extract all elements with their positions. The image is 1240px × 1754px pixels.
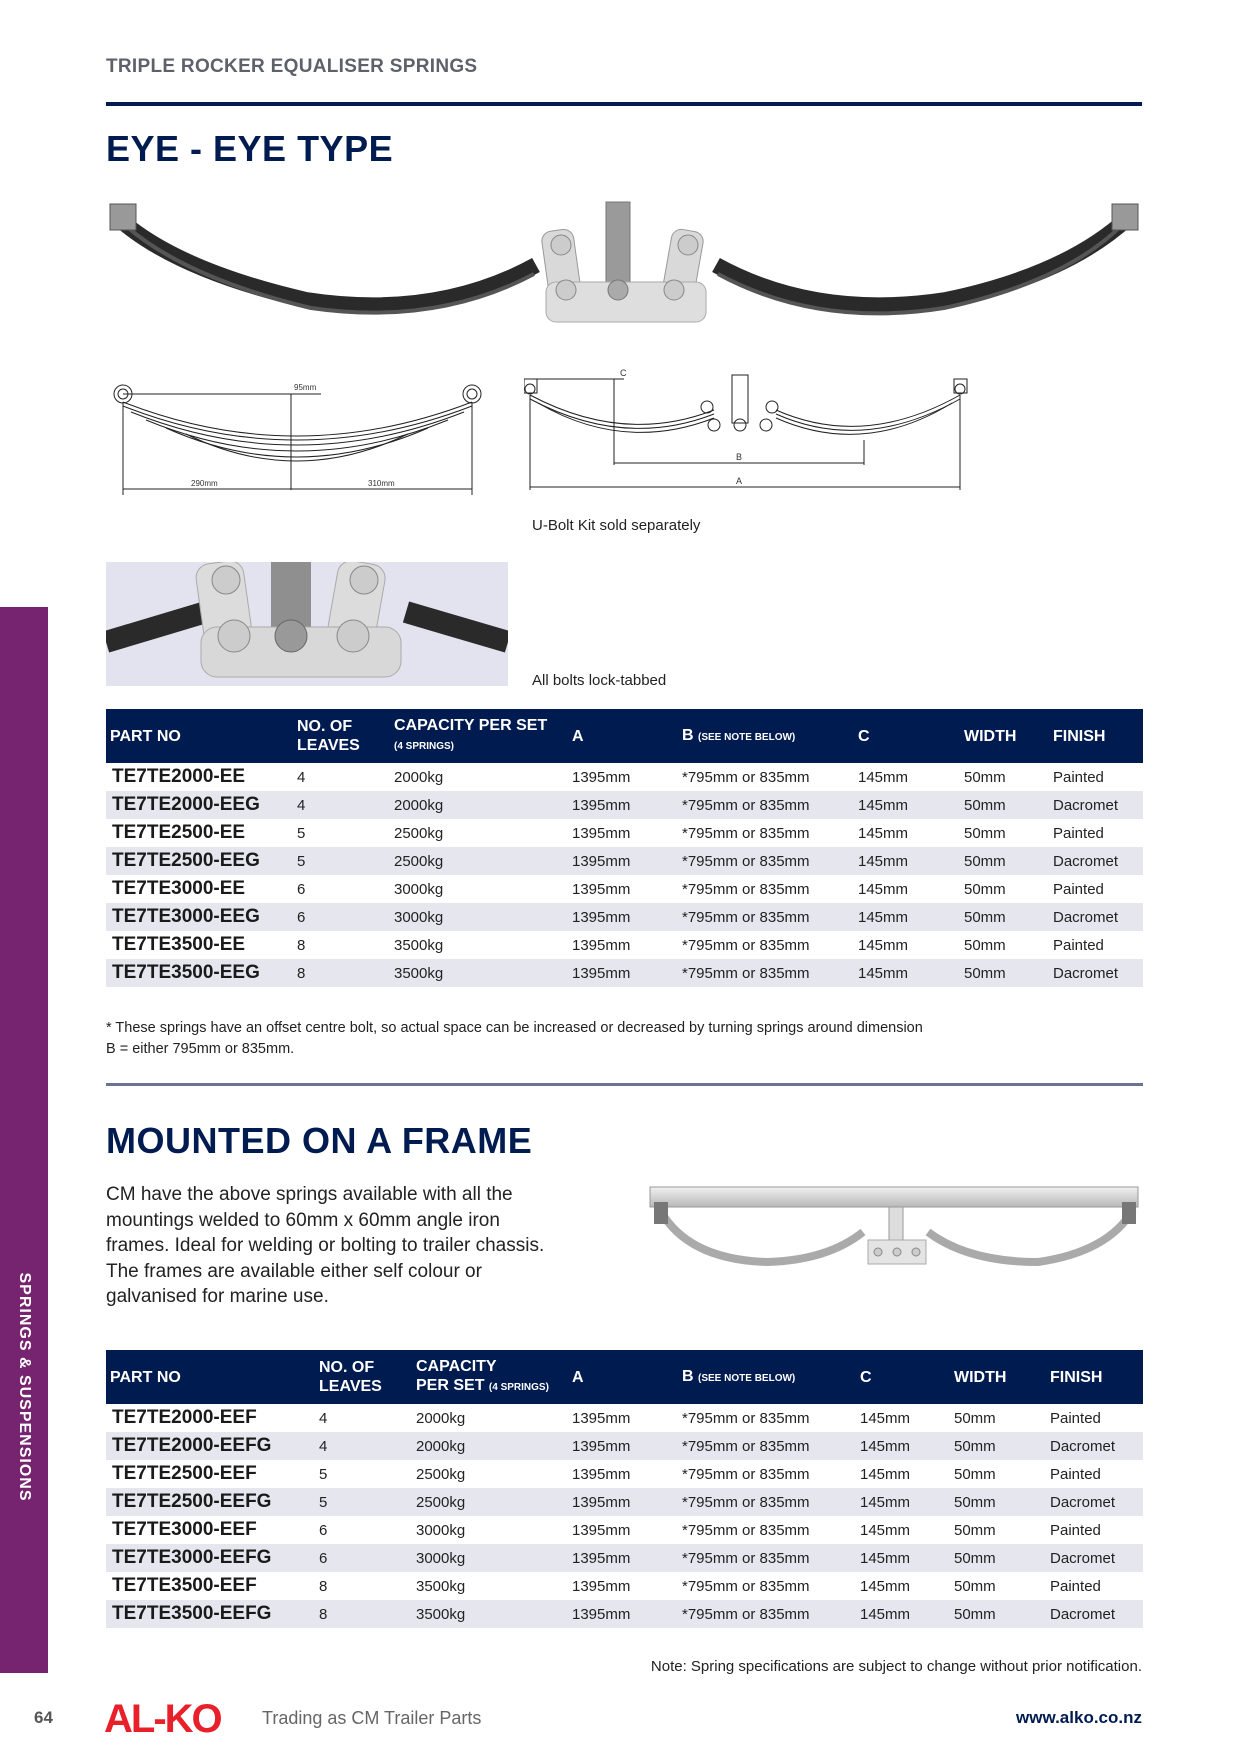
- cell-finish: Dacromet: [1046, 1544, 1143, 1572]
- cell-c: 145mm: [856, 1544, 950, 1572]
- cell-b: *795mm or 835mm: [682, 824, 810, 842]
- col-part-no: PART NO: [106, 709, 293, 763]
- cell-capacity: 3000kg: [390, 903, 568, 931]
- cell-b: *795mm or 835mm: [682, 768, 810, 786]
- cell-a: 1395mm: [572, 880, 631, 898]
- cell-width: 50mm: [960, 903, 1049, 931]
- col-width: WIDTH: [950, 1350, 1046, 1404]
- cell-width: 50mm: [964, 880, 1006, 898]
- col-b: B (SEE NOTE BELOW): [678, 1350, 856, 1404]
- spec-table-frame: [106, 1350, 1143, 1628]
- cell-width: 50mm: [964, 936, 1006, 954]
- cell-width: 50mm: [954, 1577, 996, 1595]
- cell-a: 1395mm: [568, 1488, 678, 1516]
- cell-c: 145mm: [856, 1600, 950, 1628]
- side-tab-label: SPRINGS & SUSPENSIONS: [16, 1272, 33, 1502]
- cell-c: 145mm: [858, 936, 909, 954]
- cell-finish: Dacromet: [1049, 959, 1143, 987]
- dim-right: 310mm: [368, 479, 395, 488]
- table-row: [106, 903, 1143, 931]
- cell-capacity: 2500kg: [416, 1465, 466, 1483]
- col-finish: FINISH: [1046, 1350, 1143, 1404]
- note-line-2: B = either 795mm or 835mm.: [106, 1041, 295, 1057]
- col-leaves: NO. OF LEAVES: [293, 709, 390, 763]
- cell-leaves: 4: [315, 1432, 412, 1460]
- cell-capacity: 3000kg: [394, 880, 444, 898]
- cell-finish: Dacromet: [1046, 1600, 1143, 1628]
- cell-finish: Painted: [1053, 936, 1104, 954]
- single-spring-drawing: [106, 370, 496, 495]
- page-number: 64: [34, 1708, 53, 1727]
- cell-part: TE7TE3000-EE: [112, 878, 246, 899]
- cell-a: 1395mm: [572, 1465, 631, 1483]
- table-row: [106, 1544, 1143, 1572]
- cell-leaves: 4: [319, 1409, 328, 1427]
- cell-capacity: 2500kg: [394, 824, 444, 842]
- cell-width: 50mm: [964, 768, 1006, 786]
- cell-finish: Dacromet: [1049, 903, 1143, 931]
- cell-finish: Dacromet: [1049, 847, 1143, 875]
- cell-c: 145mm: [860, 1409, 911, 1427]
- cell-b: *795mm or 835mm: [682, 1521, 810, 1539]
- cell-a: 1395mm: [572, 1577, 631, 1595]
- cell-b: *795mm or 835mm: [682, 1577, 810, 1595]
- cell-b: *795mm or 835mm: [678, 1544, 856, 1572]
- spec-change-note: Note: Spring specifications are subject to change without prior notification.: [650, 1658, 1142, 1675]
- cell-a: 1395mm: [568, 1600, 678, 1628]
- cell-finish: Dacromet: [1049, 791, 1143, 819]
- table-row: [106, 819, 1143, 847]
- page-kicker: TRIPLE ROCKER EQUALISER SPRINGS: [106, 56, 478, 77]
- table-row: [106, 959, 1143, 987]
- table-row: [106, 763, 1143, 791]
- cell-a: 1395mm: [568, 1432, 678, 1460]
- col-leaves: NO. OF LEAVES: [315, 1350, 412, 1404]
- spring-assembly-photo: [106, 190, 1146, 340]
- website-link[interactable]: www.alko.co.nz: [1016, 1708, 1142, 1727]
- header-rule: [106, 102, 1142, 106]
- cell-b: *795mm or 835mm: [682, 880, 810, 898]
- cell-b: *795mm or 835mm: [682, 1409, 810, 1427]
- cell-b: *795mm or 835mm: [678, 1432, 856, 1460]
- cell-b: *795mm or 835mm: [678, 959, 854, 987]
- cell-a: 1395mm: [572, 1409, 631, 1427]
- cell-c: 145mm: [860, 1577, 911, 1595]
- bolts-closeup-photo: [106, 562, 508, 686]
- cell-part: TE7TE2500-EEF: [112, 1463, 257, 1484]
- table-header-row: [106, 709, 1143, 763]
- table-row: [106, 1460, 1143, 1488]
- cell-b: *795mm or 835mm: [678, 791, 854, 819]
- dim-label-c: C: [620, 368, 627, 378]
- cell-leaves: 8: [315, 1600, 412, 1628]
- cell-b: *795mm or 835mm: [678, 1600, 856, 1628]
- dim-height: 95mm: [294, 383, 317, 392]
- cell-capacity: 2000kg: [394, 768, 444, 786]
- cell-capacity: 2500kg: [390, 847, 568, 875]
- table-header-row: [106, 1350, 1143, 1404]
- cell-finish: Painted: [1050, 1577, 1101, 1595]
- cell-finish: Painted: [1050, 1465, 1101, 1483]
- cell-b: *795mm or 835mm: [678, 847, 854, 875]
- cell-part: TE7TE3500-EEG: [106, 959, 293, 987]
- col-c: C: [856, 1350, 950, 1404]
- caption-ubolt: U-Bolt Kit sold separately: [532, 517, 701, 534]
- cell-width: 50mm: [950, 1432, 1046, 1460]
- cell-c: 145mm: [858, 824, 909, 842]
- cell-c: 145mm: [854, 959, 960, 987]
- cell-finish: Painted: [1053, 880, 1104, 898]
- table-row: [106, 1600, 1143, 1628]
- cell-c: 145mm: [858, 880, 909, 898]
- cell-capacity: 2000kg: [412, 1432, 568, 1460]
- cell-leaves: 5: [297, 824, 306, 842]
- cell-a: 1395mm: [568, 959, 678, 987]
- section-title-eye-eye: EYE - EYE TYPE: [106, 128, 394, 169]
- cell-leaves: 8: [319, 1577, 328, 1595]
- dim-label-b: B: [736, 452, 743, 462]
- cell-a: 1395mm: [572, 1521, 631, 1539]
- cell-a: 1395mm: [568, 847, 678, 875]
- cell-leaves: 8: [297, 936, 306, 954]
- cell-leaves: 8: [293, 959, 390, 987]
- cell-capacity: 3500kg: [394, 936, 444, 954]
- offset-bolt-note: [106, 1018, 1106, 1060]
- cell-leaves: 6: [315, 1544, 412, 1572]
- cell-capacity: 2500kg: [412, 1488, 568, 1516]
- cell-width: 50mm: [960, 847, 1049, 875]
- col-a: A: [568, 709, 678, 763]
- table-row: [106, 1404, 1143, 1432]
- cell-c: 145mm: [860, 1521, 911, 1539]
- cell-width: 50mm: [964, 824, 1006, 842]
- col-finish: FINISH: [1049, 709, 1143, 763]
- cell-finish: Painted: [1053, 768, 1104, 786]
- cell-width: 50mm: [954, 1521, 996, 1539]
- cell-capacity: 3000kg: [412, 1544, 568, 1572]
- cell-a: 1395mm: [572, 936, 631, 954]
- cell-capacity: 3500kg: [412, 1600, 568, 1628]
- cell-finish: Painted: [1050, 1409, 1101, 1427]
- table-row: [106, 1572, 1143, 1600]
- cell-leaves: 4: [297, 768, 306, 786]
- col-capacity: CAPACITY PER SET (4 SPRINGS): [412, 1350, 568, 1404]
- cell-width: 50mm: [950, 1544, 1046, 1572]
- cell-finish: Dacromet: [1046, 1488, 1143, 1516]
- cell-width: 50mm: [954, 1465, 996, 1483]
- cell-part: TE7TE2000-EEF: [112, 1407, 257, 1428]
- cell-a: 1395mm: [572, 824, 631, 842]
- spec-table-eye-eye: [106, 709, 1143, 987]
- table-row: [106, 1432, 1143, 1460]
- frame-description: CM have the above springs available with all the mountings welded to 60mm x 60mm angle iron frames. Ideal for welding or bolting to trailer chassis. The frames are available either self colour or galvanised for marine use.: [106, 1184, 545, 1307]
- table-row: [106, 875, 1143, 903]
- cell-part: TE7TE3500-EEF: [112, 1575, 257, 1596]
- triple-spring-drawing: [524, 365, 974, 495]
- cell-part: TE7TE3500-EEFG: [106, 1600, 315, 1628]
- col-width: WIDTH: [960, 709, 1049, 763]
- dim-left: 290mm: [191, 479, 218, 488]
- table-row: [106, 1516, 1143, 1544]
- cell-width: 50mm: [960, 791, 1049, 819]
- col-part-no: PART NO: [106, 1350, 315, 1404]
- cell-width: 50mm: [954, 1409, 996, 1427]
- cell-part: TE7TE2000-EE: [112, 766, 246, 787]
- trading-as-text: Trading as CM Trailer Parts: [262, 1708, 482, 1728]
- col-capacity: CAPACITY PER SET (4 SPRINGS): [390, 709, 568, 763]
- col-c: C: [854, 709, 960, 763]
- cell-c: 145mm: [854, 791, 960, 819]
- cell-c: 145mm: [858, 768, 909, 786]
- cell-part: TE7TE2000-EEG: [106, 791, 293, 819]
- cell-part: TE7TE2500-EE: [112, 822, 246, 843]
- cell-b: *795mm or 835mm: [682, 936, 810, 954]
- cell-c: 145mm: [860, 1465, 911, 1483]
- cell-capacity: 2000kg: [390, 791, 568, 819]
- cell-finish: Painted: [1050, 1521, 1101, 1539]
- table-row: [106, 847, 1143, 875]
- cell-capacity: 3500kg: [390, 959, 568, 987]
- section-side-tab: [0, 607, 48, 1673]
- cell-finish: Painted: [1053, 824, 1104, 842]
- table-row: [106, 791, 1143, 819]
- cell-b: *795mm or 835mm: [678, 1488, 856, 1516]
- cell-c: 145mm: [856, 1432, 950, 1460]
- svg-text:AL-KO: AL-KO: [104, 1697, 221, 1738]
- cell-width: 50mm: [950, 1488, 1046, 1516]
- cell-part: TE7TE3000-EEG: [106, 903, 293, 931]
- cell-part: TE7TE3500-EE: [112, 934, 246, 955]
- cell-c: 145mm: [854, 847, 960, 875]
- cell-a: 1395mm: [568, 903, 678, 931]
- cell-leaves: 5: [315, 1488, 412, 1516]
- cell-capacity: 3500kg: [416, 1577, 466, 1595]
- cell-part: TE7TE2500-EEG: [106, 847, 293, 875]
- cell-part: TE7TE3000-EEF: [112, 1519, 257, 1540]
- table-row: [106, 931, 1143, 959]
- col-b: B (SEE NOTE BELOW): [678, 709, 854, 763]
- alko-logo: [104, 1696, 244, 1738]
- note-line-1: * These springs have an offset centre bolt, so actual space can be increased or decreased by turning springs around dimension: [106, 1020, 923, 1036]
- cell-finish: Dacromet: [1046, 1432, 1143, 1460]
- section-divider: [106, 1083, 1143, 1086]
- cell-part: TE7TE2000-EEFG: [106, 1432, 315, 1460]
- cell-c: 145mm: [854, 903, 960, 931]
- cell-width: 50mm: [950, 1600, 1046, 1628]
- cell-width: 50mm: [960, 959, 1049, 987]
- cell-capacity: 3000kg: [416, 1521, 466, 1539]
- section-title-frame: MOUNTED ON A FRAME: [106, 1120, 533, 1161]
- cell-part: TE7TE3000-EEFG: [106, 1544, 315, 1572]
- cell-leaves: 5: [319, 1465, 328, 1483]
- cell-a: 1395mm: [568, 1544, 678, 1572]
- dim-label-a: A: [736, 476, 743, 486]
- cell-leaves: 4: [293, 791, 390, 819]
- cell-a: 1395mm: [572, 768, 631, 786]
- cell-leaves: 6: [297, 880, 306, 898]
- caption-bolts: All bolts lock-tabbed: [532, 672, 667, 689]
- cell-c: 145mm: [856, 1488, 950, 1516]
- cell-leaves: 5: [293, 847, 390, 875]
- frame-mounted-photo: [648, 1180, 1143, 1280]
- cell-a: 1395mm: [568, 791, 678, 819]
- col-a: A: [568, 1350, 678, 1404]
- cell-capacity: 2000kg: [416, 1409, 466, 1427]
- cell-b: *795mm or 835mm: [678, 903, 854, 931]
- table-row: [106, 1488, 1143, 1516]
- cell-leaves: 6: [319, 1521, 328, 1539]
- cell-part: TE7TE2500-EEFG: [106, 1488, 315, 1516]
- cell-leaves: 6: [293, 903, 390, 931]
- cell-b: *795mm or 835mm: [682, 1465, 810, 1483]
